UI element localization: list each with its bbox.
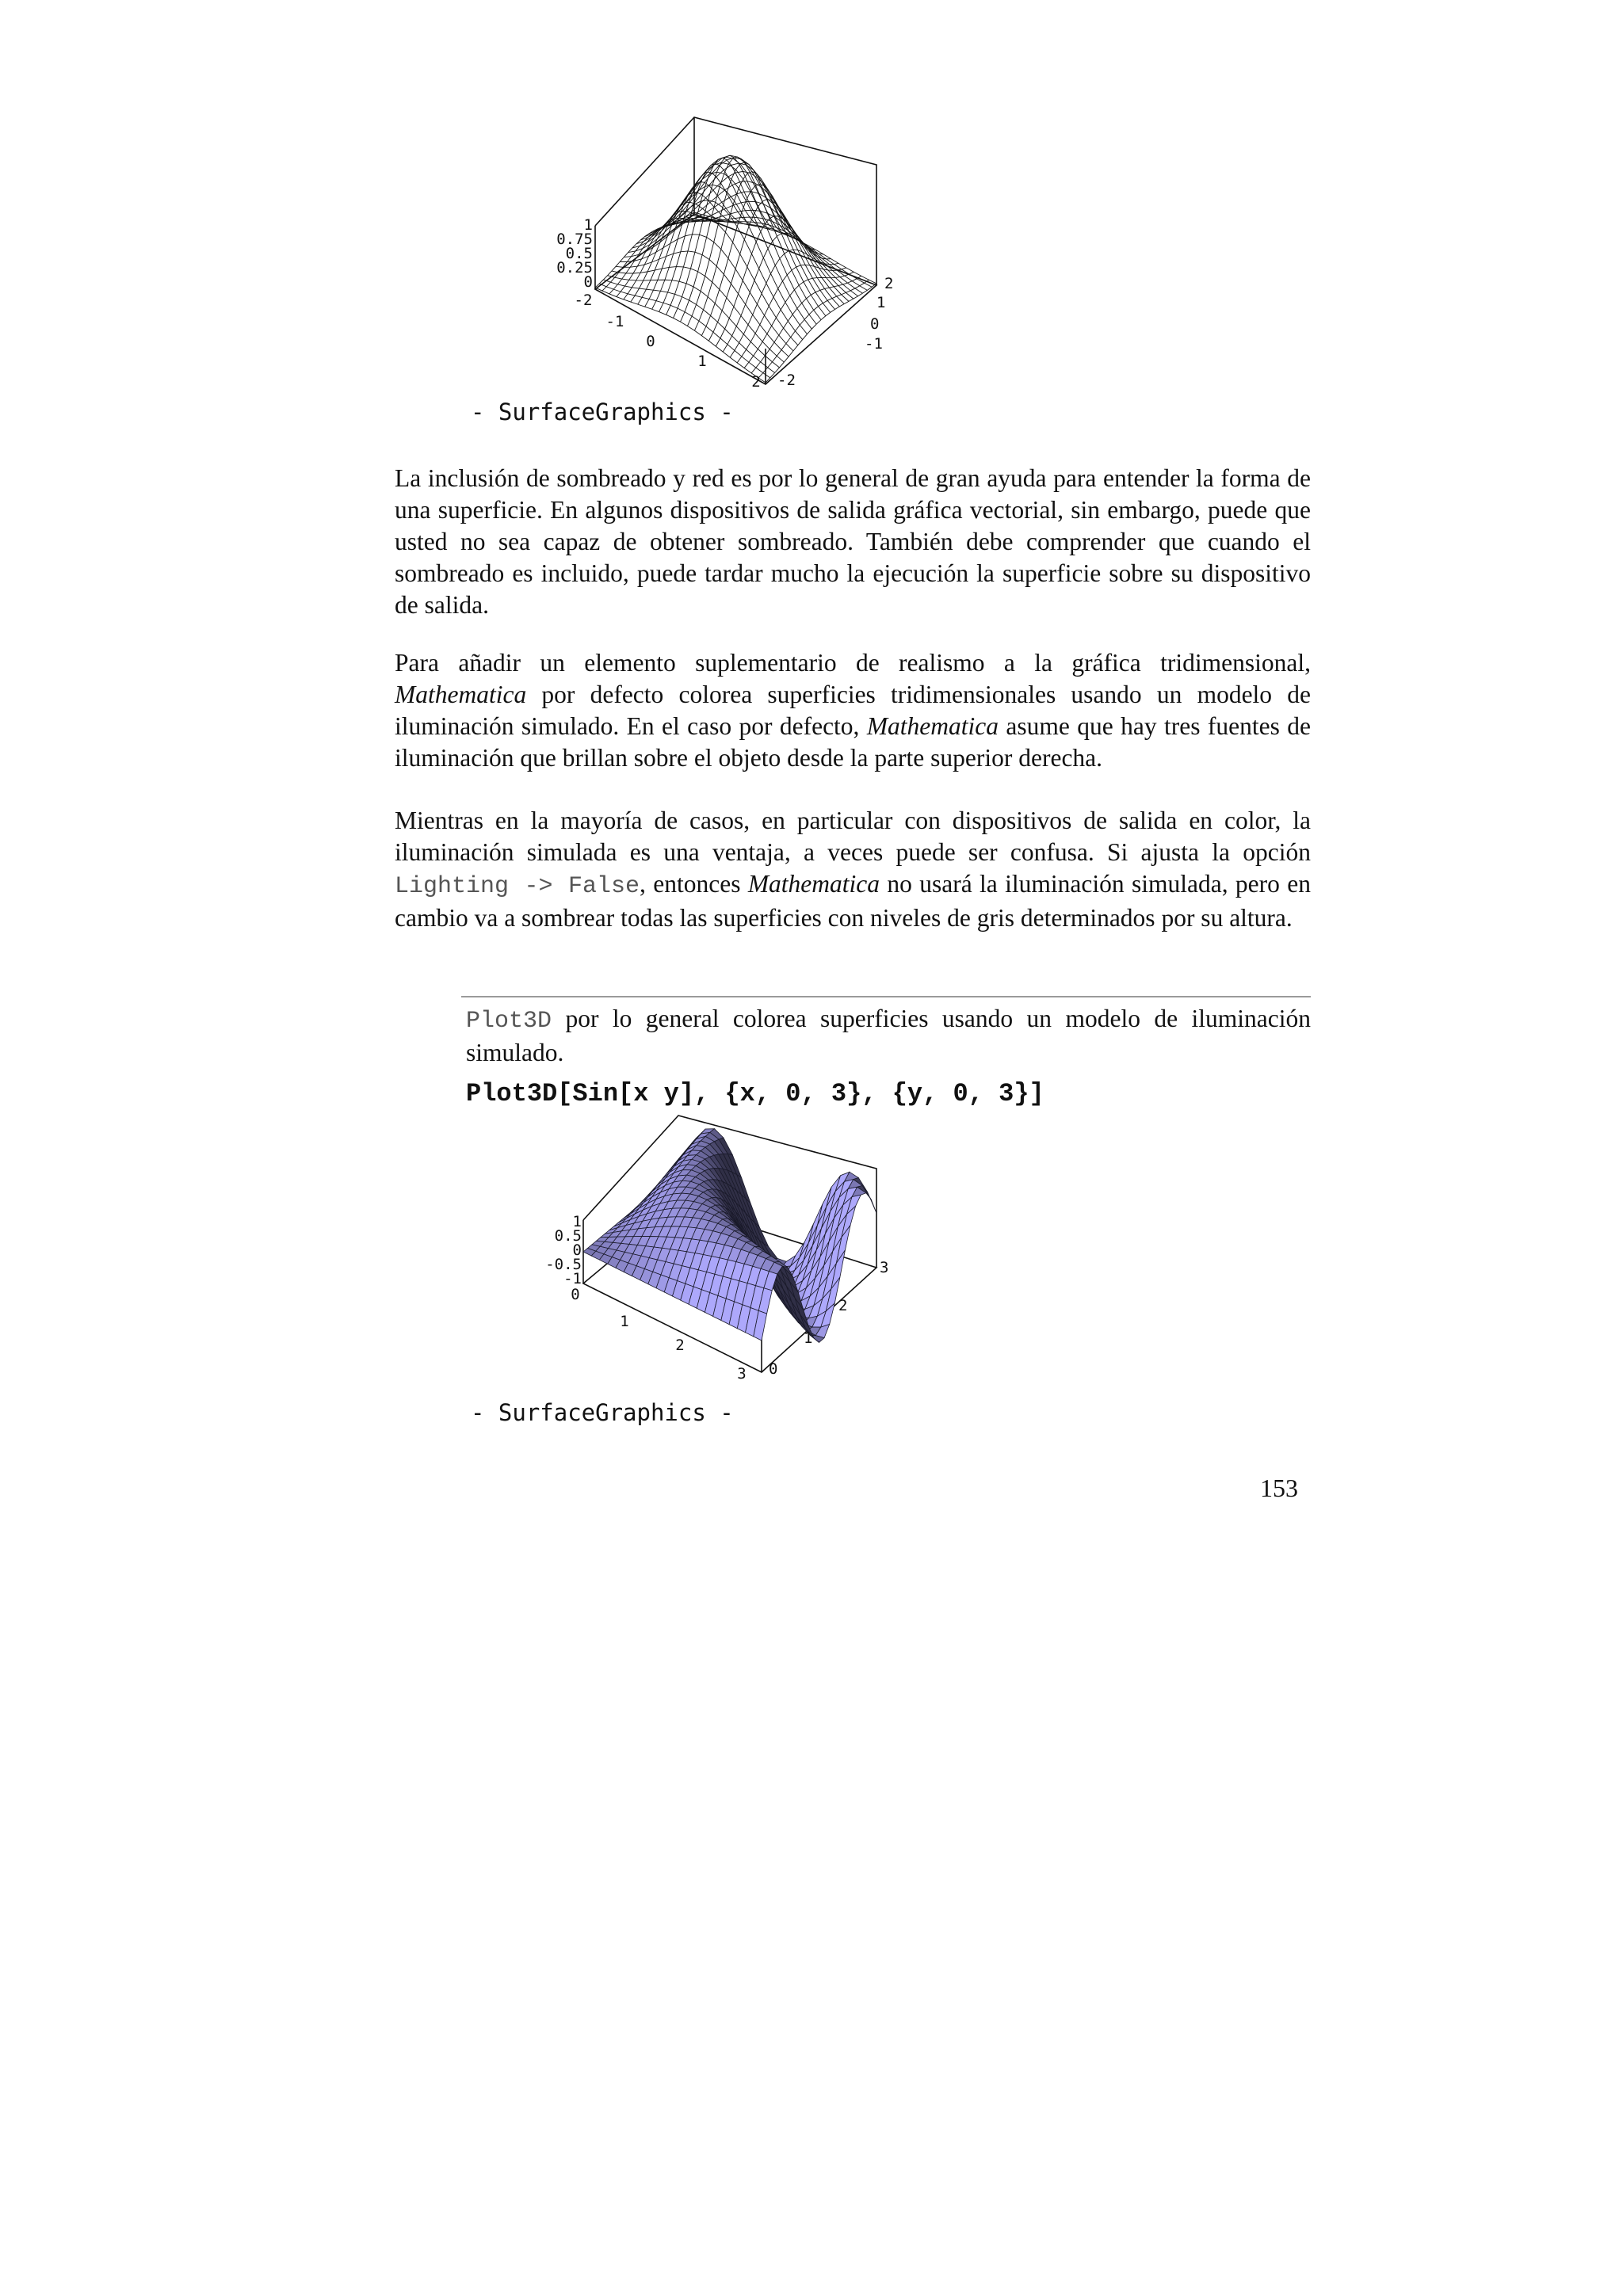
x-tick-label: 2 [675,1337,685,1354]
y-tick-label: 0 [870,315,880,333]
z-tick-label: -1 [563,1270,582,1287]
product-name: Mathematica [866,712,999,740]
mesh-line-u [612,267,785,363]
y-tick-label: 1 [876,294,886,311]
y-tick-label: 3 [880,1259,889,1276]
page-number: 153 [1260,1474,1298,1502]
paragraph-text: La inclusión de sombreado y red es por lo general de gran ayuda para entender la forma de una superficie. En algunos dispositivos de salida gráfica vectorial, sin embargo, puede que usted no sea capaz de obtener sombreado. También debe comprender que cuando el sombreado es incluido, puede tardar mucho la ejecución la superficie sobre su dispositivo de salida. [395,464,1311,619]
mesh-line-v [737,265,846,363]
y-tick-label: -1 [865,335,883,353]
x-tick-label: 0 [646,333,655,350]
z-tick-label: 0.25 [556,259,593,277]
figure1-caption: - SurfaceGraphics - [471,399,734,425]
paragraph-text: , entonces [640,870,748,898]
y-tick-label: 2 [884,275,894,292]
x-tick-label: 3 [737,1365,747,1383]
y-tick-label: 2 [838,1297,848,1314]
product-name: Mathematica [395,681,527,708]
z-tick-label: 1 [583,216,593,234]
paragraph-text: por defecto colorea superficies tridimensionales usando un modelo de iluminación simulado. En el caso por defecto, [395,681,1311,740]
mesh-line-v [666,158,770,315]
z-tick-label: 0 [583,273,593,291]
z-tick-label: 0.5 [554,1227,582,1245]
paragraph-lighting-model [395,647,1311,774]
surface-plot-wireframe [504,111,900,404]
paragraph-text: Para añadir un elemento suplementario de realismo a la gráfica tridimensional, [395,649,1311,677]
surface-plot-shaded [504,1109,900,1394]
z-tick-label: 1 [572,1213,582,1230]
mesh-line-v [766,284,876,383]
paragraph-text: Mientras en la mayoría de casos, en particular con dispositivos de salida en color, la iluminación simulada es una ventaja, a veces puede ser confusa. Si ajusta la opción [395,807,1311,866]
paragraph-text: no usará la iluminación simulada, pero en cambio va a sombrear todas las superficies con niveles de gris determinados por su altura. [395,870,1311,932]
mesh-line-v [681,157,786,322]
paragraph-shading [395,463,1311,621]
y-tick-label: 0 [769,1360,778,1378]
x-tick-label: 1 [620,1313,629,1330]
mesh-line-v [602,215,702,291]
inline-code: Plot3D [466,1008,552,1035]
figure2-caption: - SurfaceGraphics - [471,1399,734,1426]
x-tick-label: -2 [574,292,593,309]
z-tick-label: 0 [572,1241,582,1259]
note-body: por lo general colorea superficies usando un modelo de iluminación simulado. [466,1005,1311,1066]
z-tick-label: -0.5 [545,1256,582,1273]
z-tick-label: 0.5 [565,245,593,262]
y-tick-label: 1 [804,1329,813,1347]
mesh-line-u [605,276,780,368]
input-cell: Plot3D[Sin[x y], {x, 0, 3}, {y, 0, 3}] [466,1079,1044,1108]
note-text [466,1003,1311,1069]
z-tick-label: 0.75 [556,231,593,248]
section-divider [461,996,1311,997]
y-tick-label: -2 [777,372,796,389]
inline-code: Lighting -> False [395,873,640,900]
mesh-line-v [687,162,792,326]
paragraph-text: asume que hay tres fuentes de iluminación que brillan sobre el objeto desde la parte superior derecha. [395,712,1311,772]
x-tick-label: -1 [605,313,624,330]
x-tick-label: 0 [571,1286,580,1303]
paragraph-lighting-option [395,805,1311,934]
x-tick-label: 2 [751,373,761,391]
product-name: Mathematica [747,870,880,898]
x-tick-label: 1 [697,353,707,370]
